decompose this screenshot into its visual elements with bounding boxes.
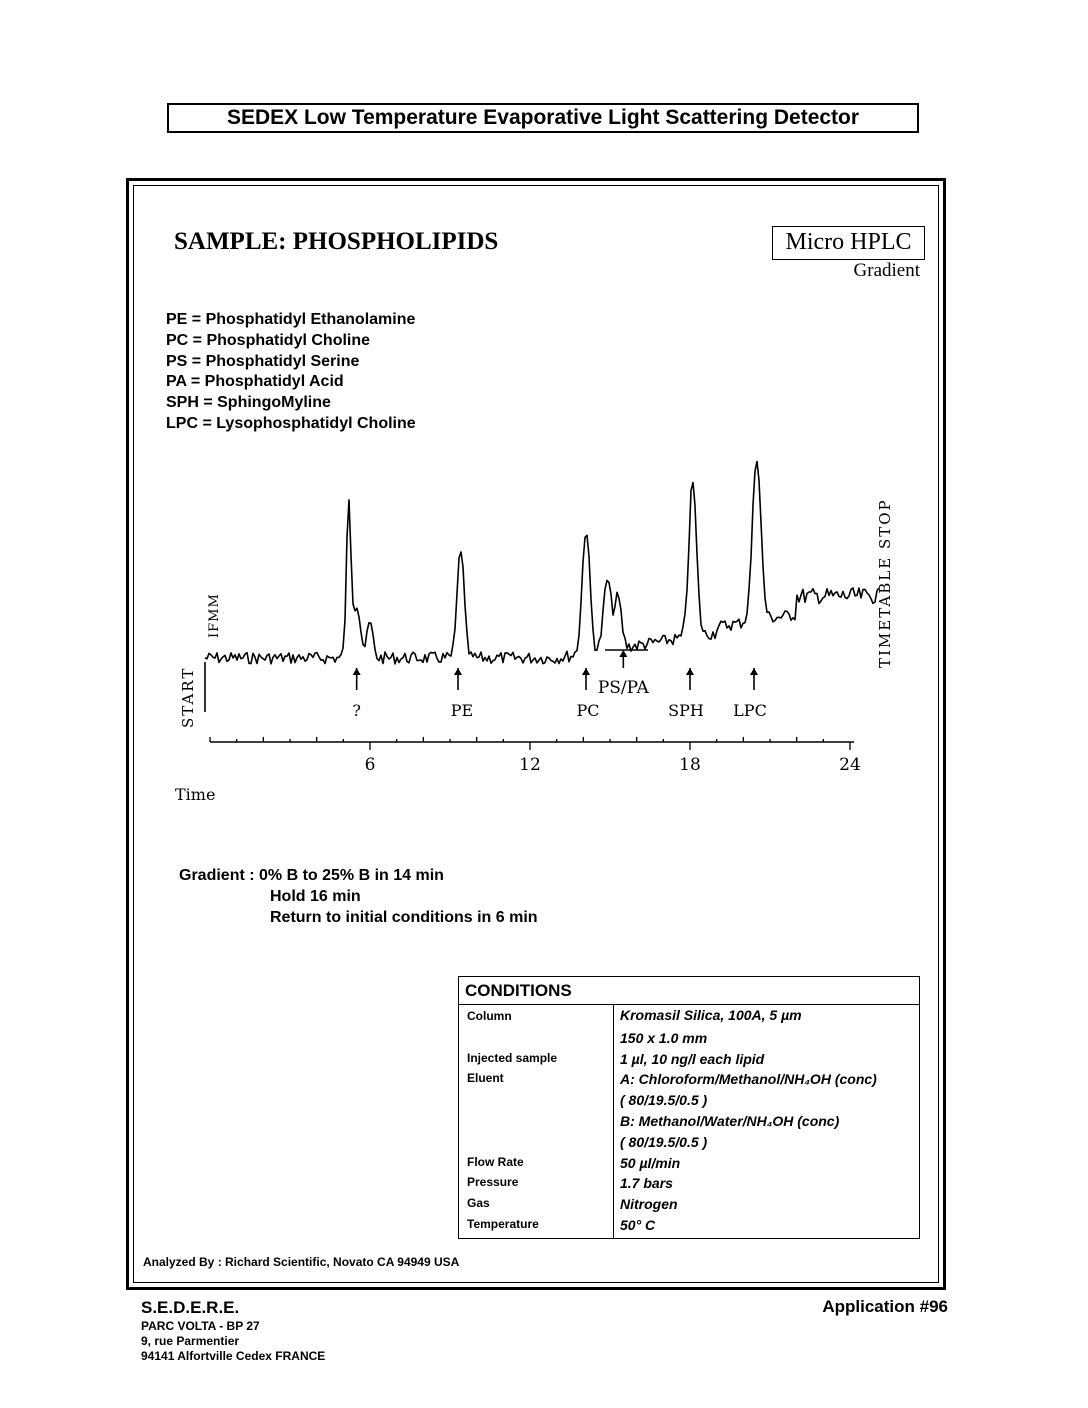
document-title: SEDEX Low Temperature Evaporative Light Scattering Detector: [167, 103, 919, 133]
abbreviation-item: PC = Phosphatidyl Choline: [166, 331, 371, 349]
condition-key: Injected sample: [459, 1051, 614, 1072]
condition-row: [459, 1051, 920, 1072]
condition-row: [459, 1134, 920, 1155]
condition-row: [459, 1030, 920, 1051]
time-tick-label: 6: [364, 755, 376, 775]
condition-value: ( 80/19.5/0.5 ): [620, 1133, 708, 1150]
abbreviation-item: LPC = Lysophosphatidyl Choline: [166, 414, 416, 432]
gradient-return-line: Return to initial conditions in 6 min: [270, 909, 538, 926]
x-axis-label: Time: [175, 785, 216, 804]
peak-label: PC: [576, 701, 600, 720]
company-name: S.E.D.E.R.E.: [141, 1298, 240, 1317]
condition-value: 50 µl/min: [620, 1154, 681, 1171]
peak-label: LPC: [733, 701, 767, 720]
analyzed-by: Analyzed By : Richard Scientific, Novato CA 94949 USA: [143, 1255, 460, 1269]
peak-label: PE: [450, 701, 474, 720]
abbreviation-item: PE = Phosphatidyl Ethanolamine: [166, 311, 416, 328]
condition-value: ( 80/19.5/0.5 ): [620, 1092, 708, 1109]
condition-key: [459, 1092, 614, 1113]
time-tick-label: 24: [839, 755, 861, 775]
peak-arrowhead: [353, 668, 361, 675]
condition-key: [459, 1030, 614, 1051]
condition-row: [459, 1092, 920, 1113]
abbreviation-item: PS = Phosphatidyl Serine: [166, 352, 360, 370]
condition-row: [459, 1155, 920, 1176]
condition-value: 150 x 1.0 mm: [620, 1029, 708, 1046]
peak-label: SPH: [668, 701, 704, 720]
address-line: 9, rue Parmentier: [141, 1334, 240, 1348]
timetable-stop-annotation: TIMETABLE STOP: [876, 498, 894, 668]
condition-row: [459, 1196, 920, 1217]
peak-label: ?: [352, 701, 361, 720]
time-tick-label: 12: [519, 755, 541, 775]
condition-key: Flow Rate: [459, 1155, 614, 1176]
condition-value: B: Methanol/Water/NH₄OH (conc): [620, 1112, 840, 1129]
address-line: 94141 Alfortville Cedex FRANCE: [141, 1349, 326, 1363]
condition-key: Column: [459, 1005, 614, 1030]
condition-value: 1 µl, 10 ng/l each lipid: [620, 1050, 765, 1067]
method-subtitle: Gradient: [853, 260, 920, 281]
abbreviation-item: SPH = SphingoMyline: [166, 394, 331, 412]
peak-arrowhead: [686, 668, 694, 675]
sample-title: SAMPLE: PHOSPHOLIPIDS: [174, 228, 499, 255]
time-axis: [210, 737, 861, 775]
conditions-title: CONDITIONS: [459, 977, 920, 1005]
condition-key: Eluent: [459, 1071, 614, 1092]
condition-row: [459, 1217, 920, 1238]
peak-arrowhead: [619, 650, 627, 657]
condition-row: [459, 1071, 920, 1092]
condition-value: A: Chloroform/Methanol/NH₄OH (conc): [620, 1071, 877, 1088]
condition-key: [459, 1113, 614, 1134]
peak-label: PS/PA: [597, 678, 649, 698]
company-block: [141, 1297, 325, 1364]
condition-row: [459, 1175, 920, 1196]
ifm-annotation: IFMM: [207, 593, 222, 638]
start-annotation: START: [179, 666, 197, 728]
conditions-body: [459, 1005, 920, 1239]
gradient-program: [179, 865, 538, 928]
condition-key: Gas: [459, 1196, 614, 1217]
peak-arrowhead: [582, 668, 590, 675]
condition-key: [459, 1134, 614, 1155]
condition-value: Kromasil Silica, 100A, 5 µm: [620, 1007, 802, 1023]
abbreviation-item: PA = Phosphatidyl Acid: [166, 373, 344, 391]
chromatogram-trace: [205, 462, 879, 664]
application-number: Application #96: [822, 1297, 948, 1316]
condition-row: [459, 1113, 920, 1134]
condition-key: Temperature: [459, 1217, 614, 1238]
peak-arrowhead: [750, 668, 758, 675]
method-badge: Micro HPLC: [772, 226, 925, 260]
time-tick-label: 18: [679, 755, 701, 775]
condition-value: Nitrogen: [620, 1196, 678, 1213]
condition-row: [459, 1005, 920, 1030]
condition-value: 1.7 bars: [620, 1175, 673, 1192]
condition-key: Pressure: [459, 1175, 614, 1196]
condition-value: 50° C: [620, 1216, 656, 1233]
conditions-table: [458, 976, 920, 1239]
gradient-hold-line: Hold 16 min: [270, 888, 361, 905]
address-line: PARC VOLTA - BP 27: [141, 1319, 260, 1333]
gradient-line: Gradient : 0% B to 25% B in 14 min: [179, 867, 444, 884]
peak-arrowhead: [454, 668, 462, 675]
